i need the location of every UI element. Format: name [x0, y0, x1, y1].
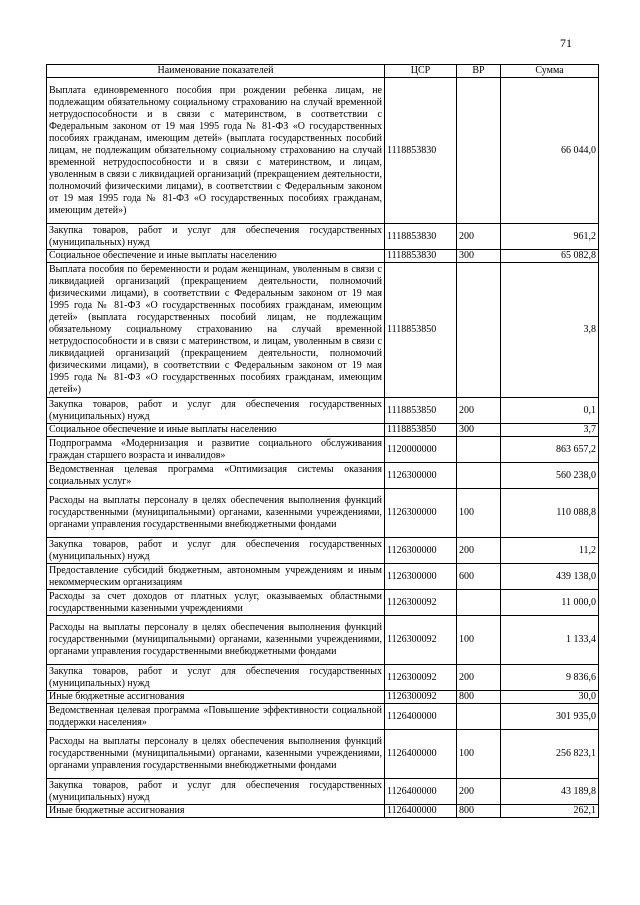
table-row	[47, 224, 599, 250]
row-sum: 11,2	[501, 538, 599, 564]
table-row	[47, 616, 599, 665]
table-row	[47, 463, 599, 489]
header-vr: ВР	[457, 65, 501, 78]
row-sum: 961,2	[501, 224, 599, 250]
table-row	[47, 805, 599, 818]
row-sum: 301 935,0	[501, 704, 599, 730]
row-sum: 439 138,0	[501, 564, 599, 590]
row-vr: 600	[457, 564, 501, 590]
table-row	[47, 538, 599, 564]
row-sum: 560 238,0	[501, 463, 599, 489]
row-sum: 43 189,8	[501, 779, 599, 805]
row-code: 1126300000	[385, 564, 457, 590]
row-code: 1126400000	[385, 730, 457, 779]
row-code: 1126300092	[385, 665, 457, 691]
row-sum: 66 044,0	[501, 78, 599, 224]
row-name: Иные бюджетные ассигнования	[47, 691, 385, 704]
table-row	[47, 665, 599, 691]
row-sum: 3,7	[501, 424, 599, 437]
row-vr	[457, 704, 501, 730]
row-code: 1126300000	[385, 463, 457, 489]
page-number: 71	[560, 36, 572, 50]
row-sum: 863 657,2	[501, 437, 599, 463]
row-sum: 262,1	[501, 805, 599, 818]
row-vr: 300	[457, 424, 501, 437]
row-name: Закупка товаров, работ и услуг для обеспечения государственных (муниципальных) нужд	[47, 665, 385, 691]
row-code: 1126300000	[385, 538, 457, 564]
row-vr: 800	[457, 805, 501, 818]
row-name: Расходы на выплаты персоналу в целях обеспечения выполнения функций государственными (муниципальными) органами, казенными учреждениями, органами управления государственными внебюджетными фондами	[47, 489, 385, 538]
row-name: Закупка товаров, работ и услуг для обеспечения государственных (муниципальных) нужд	[47, 538, 385, 564]
row-sum: 256 823,1	[501, 730, 599, 779]
row-vr	[457, 463, 501, 489]
row-vr	[457, 78, 501, 224]
row-sum: 11 000,0	[501, 590, 599, 616]
row-code: 1118853850	[385, 424, 457, 437]
row-name: Закупка товаров, работ и услуг для обеспечения государственных (муниципальных) нужд	[47, 779, 385, 805]
row-sum: 3,8	[501, 263, 599, 398]
row-code: 1126400000	[385, 704, 457, 730]
row-vr: 200	[457, 224, 501, 250]
table-header-row	[47, 65, 599, 78]
row-vr: 100	[457, 730, 501, 779]
row-vr: 200	[457, 779, 501, 805]
row-code: 1118853830	[385, 250, 457, 263]
table-row	[47, 564, 599, 590]
row-name: Иные бюджетные ассигнования	[47, 805, 385, 818]
header-sum: Сумма	[501, 65, 599, 78]
row-vr: 100	[457, 489, 501, 538]
row-sum: 30,0	[501, 691, 599, 704]
header-code: ЦСР	[385, 65, 457, 78]
table-row	[47, 590, 599, 616]
table-row	[47, 250, 599, 263]
budget-table	[46, 64, 599, 818]
row-sum: 0,1	[501, 398, 599, 424]
row-sum: 110 088,8	[501, 489, 599, 538]
row-code: 1126300092	[385, 616, 457, 665]
row-code: 1118853850	[385, 398, 457, 424]
row-vr: 200	[457, 538, 501, 564]
row-name: Ведомственная целевая программа «Повышение эффективности социальной поддержки населения»	[47, 704, 385, 730]
row-name: Ведомственная целевая программа «Оптимизация системы оказания социальных услуг»	[47, 463, 385, 489]
row-name: Выплата пособия по беременности и родам женщинам, уволенным в связи с ликвидацией организаций (прекращением деятельности, полномочий физическими лицами), в соответствии с Федеральным законом от 19 мая 1995 года № 81-ФЗ «О государственных пособиях гражданам, имеющим детей» (выплата государственных пособий лицам, не подлежащим обязательному социальному страхованию на случай временной нетрудоспособности и в связи с материнством, и лицам, уволенным в связи с ликвидацией организаций (прекращением деятельности, полномочий физическими лицами), в соответствии с Федеральным законом от 19 мая 1995 года № 81-ФЗ «О государственных пособиях гражданам, имеющим детей»)	[47, 263, 385, 398]
row-code: 1120000000	[385, 437, 457, 463]
row-name: Предоставление субсидий бюджетным, автономным учреждениям и иным некоммерческим организациям	[47, 564, 385, 590]
table-row	[47, 489, 599, 538]
table-row	[47, 398, 599, 424]
row-sum: 65 082,8	[501, 250, 599, 263]
table-row	[47, 730, 599, 779]
table-row	[47, 263, 599, 398]
row-code: 1126400000	[385, 805, 457, 818]
row-code: 1126400000	[385, 779, 457, 805]
table-row	[47, 78, 599, 224]
table-row	[47, 437, 599, 463]
row-vr: 200	[457, 398, 501, 424]
row-vr	[457, 437, 501, 463]
row-vr: 300	[457, 250, 501, 263]
row-name: Социальное обеспечение и иные выплаты населению	[47, 424, 385, 437]
row-code: 1118853850	[385, 263, 457, 398]
row-name: Выплата единовременного пособия при рождении ребенка лицам, не подлежащим обязательному социальному страхованию на случай временной нетрудоспособности и в связи с материнством, в соответствии с Федеральным законом от 19 мая 1995 года № 81-ФЗ «О государственных пособиях гражданам, имеющим детей» (выплата государственных пособий лицам, не подлежащим обязательному социальному страхованию на случай временной нетрудоспособности и в связи с материнством, и лицам, уволенным в связи с ликвидацией организаций (прекращением деятельности, полномочий физическими лицами), в соответствии с Федеральным законом от 19 мая 1995 года № 81-ФЗ «О государственных пособиях гражданам, имеющим детей»)	[47, 78, 385, 224]
table-row	[47, 779, 599, 805]
row-code: 1126300092	[385, 691, 457, 704]
row-code: 1118853830	[385, 224, 457, 250]
row-name: Подпрограмма «Модернизация и развитие социального обслуживания граждан старшего возраста и инвалидов»	[47, 437, 385, 463]
row-name: Социальное обеспечение и иные выплаты населению	[47, 250, 385, 263]
row-vr: 200	[457, 665, 501, 691]
row-name: Закупка товаров, работ и услуг для обеспечения государственных (муниципальных) нужд	[47, 224, 385, 250]
table-row	[47, 691, 599, 704]
row-code: 1126300092	[385, 590, 457, 616]
table-row	[47, 704, 599, 730]
row-vr	[457, 590, 501, 616]
row-name: Закупка товаров, работ и услуг для обеспечения государственных (муниципальных) нужд	[47, 398, 385, 424]
row-name: Расходы на выплаты персоналу в целях обеспечения выполнения функций государственными (муниципальными) органами, казенными учреждениями, органами управления государственными внебюджетными фондами	[47, 730, 385, 779]
table-row	[47, 424, 599, 437]
header-name: Наименование показателей	[47, 65, 385, 78]
row-sum: 9 836,6	[501, 665, 599, 691]
row-name: Расходы за счет доходов от платных услуг, оказываемых областными государственными казенными учреждениями	[47, 590, 385, 616]
row-sum: 1 133,4	[501, 616, 599, 665]
row-name: Расходы на выплаты персоналу в целях обеспечения выполнения функций государственными (муниципальными) органами, казенными учреждениями, органами управления государственными внебюджетными фондами	[47, 616, 385, 665]
row-vr	[457, 263, 501, 398]
row-code: 1118853830	[385, 78, 457, 224]
row-code: 1126300000	[385, 489, 457, 538]
row-vr: 800	[457, 691, 501, 704]
row-vr: 100	[457, 616, 501, 665]
